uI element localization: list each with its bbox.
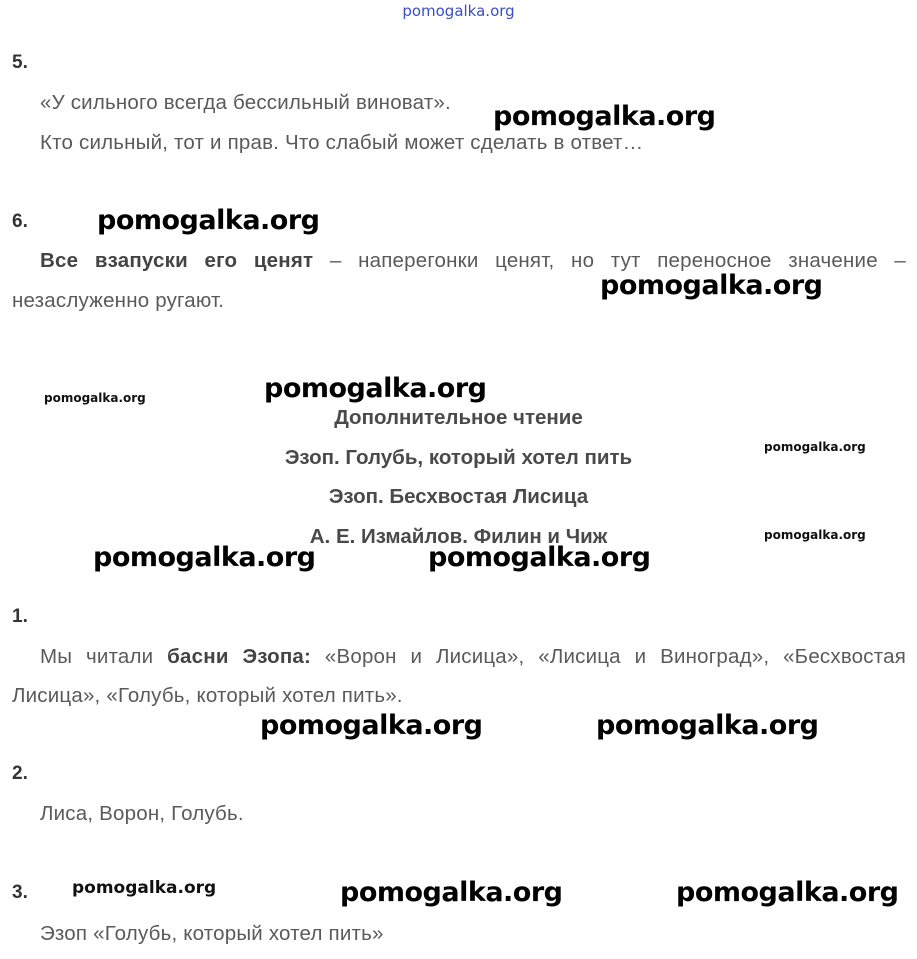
section-number-5: 5. [12, 52, 28, 73]
question-number-2: 2. [12, 763, 28, 784]
extra-reading-item: Эзоп. Бесхвостая Лисица [328, 485, 589, 508]
section6-bold-phrase: Все взапуски его ценят [40, 249, 314, 272]
q1-rest: «Ворон и Лисица», «Лисица и Виноград», «Бесхвостая [311, 645, 906, 668]
watermark-text: pomogalka.org [264, 373, 487, 404]
watermark-text: pomogalka.org [676, 877, 899, 908]
q3-line1: Эзоп «Голубь, который хотел пить» [40, 922, 384, 945]
q1-prefix: Мы читали [40, 645, 168, 668]
watermark-text: pomogalka.org [93, 542, 316, 573]
q1-line2: Лисица», «Голубь, который хотел пить». [12, 684, 403, 707]
section6-line2: незаслуженно ругают. [12, 289, 225, 312]
watermark-text: pomogalka.org [428, 542, 651, 573]
watermark-text: pomogalka.org [600, 270, 823, 301]
section5-line2: Кто сильный, тот и прав. Что слабый может сделать в ответ… [40, 131, 644, 154]
watermark-text: pomogalka.org [764, 528, 866, 542]
extra-reading-item: А. Е. Измайлов. Филин и Чиж [309, 525, 608, 548]
question-number-1: 1. [12, 606, 28, 627]
watermark-text: pomogalka.org [72, 878, 217, 898]
extra-reading-item: Эзоп. Голубь, который хотел пить [284, 446, 633, 469]
watermark-text: pomogalka.org [340, 877, 563, 908]
question-number-3: 3. [12, 882, 28, 903]
watermark-text: pomogalka.org [97, 205, 320, 236]
site-header-watermark: pomogalka.org [402, 2, 515, 20]
extra-reading-title: Дополнительное чтение [334, 406, 583, 429]
watermark-text: pomogalka.org [493, 101, 716, 132]
section-number-6: 6. [12, 211, 28, 232]
section5-line1: «У сильного всегда бессильный виноват». [40, 91, 451, 114]
q2-line1: Лиса, Ворон, Голубь. [40, 802, 244, 825]
watermark-text: pomogalka.org [44, 391, 146, 405]
section6-rest: – наперегонки ценят, но тут переносное значение – [313, 249, 907, 272]
watermark-text: pomogalka.org [764, 440, 866, 454]
watermark-text: pomogalka.org [596, 710, 819, 741]
watermark-text: pomogalka.org [260, 710, 483, 741]
q1-bold-phrase: басни Эзопа: [167, 645, 312, 668]
q1-line1 [40, 645, 906, 669]
